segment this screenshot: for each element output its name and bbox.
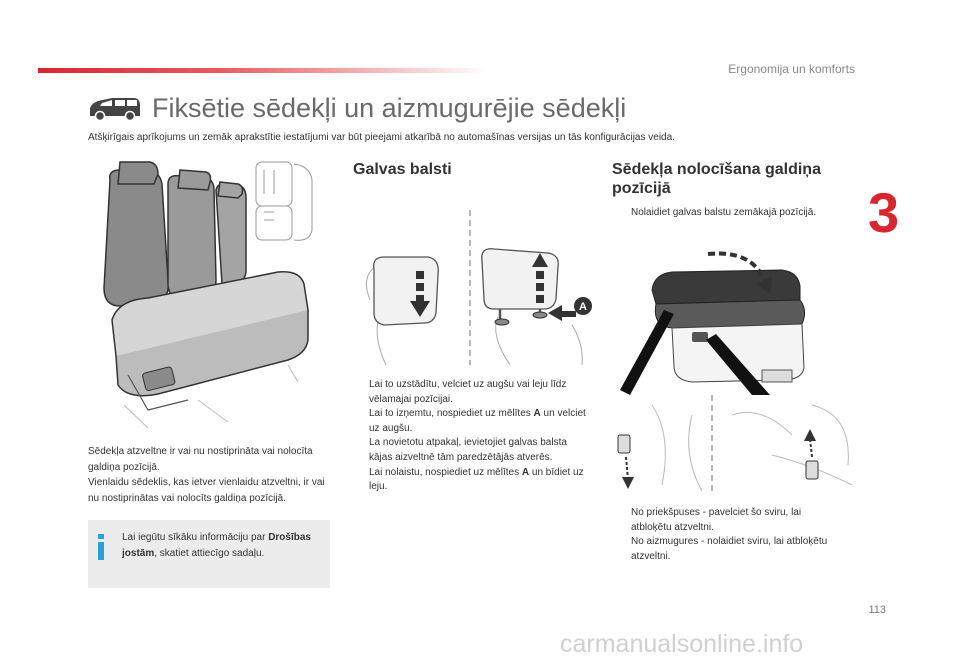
seat-description-line-2: Vienlaidu sēdeklis, kas ietver vienlaidu atzveltni, ir vai nu nostiprinātas vai nolocīts galdiņa pozīcijā.: [88, 477, 325, 504]
list-item-text: un bīdiet uz leju.: [369, 466, 584, 493]
callout-a-label: A: [579, 301, 587, 313]
van-icon: [88, 96, 142, 122]
info-box: [88, 520, 330, 588]
table-position-steps-2: [612, 506, 832, 564]
heading-headrests: Galvas balsti: [353, 161, 452, 178]
list-item: [350, 407, 590, 436]
headrest-instructions: [350, 378, 590, 495]
seat-description-line-1: Sēdekļa atzveltne ir vai nu nostiprināta vai nolocīta galdiņa pozīcijā.: [88, 446, 313, 473]
list-item-text: No aizmugures - nolaidiet sviru, lai atbloķētu atzveltni.: [631, 536, 828, 562]
info-text: [122, 530, 322, 561]
info-link-seat-belts: Drošības jostām: [122, 532, 311, 559]
section-label: Ergonomija un komforts: [728, 62, 855, 76]
table-position-step-1: [612, 206, 852, 221]
list-item-text: Lai to izņemtu, nospiediet uz mēlītes: [369, 408, 534, 420]
header-accent-bar: [38, 68, 488, 73]
list-item-text: La novietotu atpakaļ, ievietojiet galvas balsta kājas aizveltnē tām paredzētājās atverēs.: [369, 437, 567, 463]
lever-detail-illustration: [612, 395, 857, 497]
list-item: [612, 535, 832, 564]
list-item-text: un velciet uz augšu.: [369, 408, 586, 434]
info-icon: [96, 534, 106, 560]
folded-seat-illustration: [612, 240, 857, 395]
list-item: [350, 378, 590, 407]
list-item-text: Lai nolaistu, nospiediet uz mēlītes: [369, 466, 522, 478]
info-text-prefix: Lai iegūtu sīkāku informāciju par: [122, 532, 269, 543]
callout-reference: A: [533, 408, 541, 420]
list-item: [612, 206, 852, 221]
list-item: [350, 466, 590, 495]
list-item: [350, 436, 590, 465]
list-item-text: Lai to uzstādītu, velciet uz augšu vai leju līdz vēlamajai pozīcijai.: [369, 379, 567, 405]
headrest-illustration: [350, 205, 585, 370]
list-item-text: Nolaidiet galvas balstu zemākajā pozīcijā.: [631, 207, 817, 218]
bench-seat-illustration: [88, 160, 338, 435]
intro-text: Atšķirīgais aprīkojums un zemāk aprakstītie iestatījumi var būt pieejami atkarībā no automašīnas versijas un tās konfigurācijas veida.: [88, 132, 675, 143]
heading-table-position: Sēdekļa nolocīšana galdiņa pozīcijā: [612, 161, 821, 197]
page-number: 113: [868, 604, 886, 616]
list-item: [612, 506, 832, 535]
chapter-number: 3: [868, 181, 900, 244]
page-title: Fiksētie sēdekļi un aizmugurējie sēdekļi: [152, 93, 627, 123]
info-text-suffix: , skatiet attiecīgo sadaļu.: [154, 547, 265, 559]
seat-description: [88, 444, 328, 506]
watermark: carmanualsonline.info: [560, 630, 804, 658]
callout-reference: A: [521, 466, 530, 478]
list-item-text: No priekšpuses - pavelciet šo sviru, lai atbloķētu atzveltni.: [631, 507, 802, 533]
